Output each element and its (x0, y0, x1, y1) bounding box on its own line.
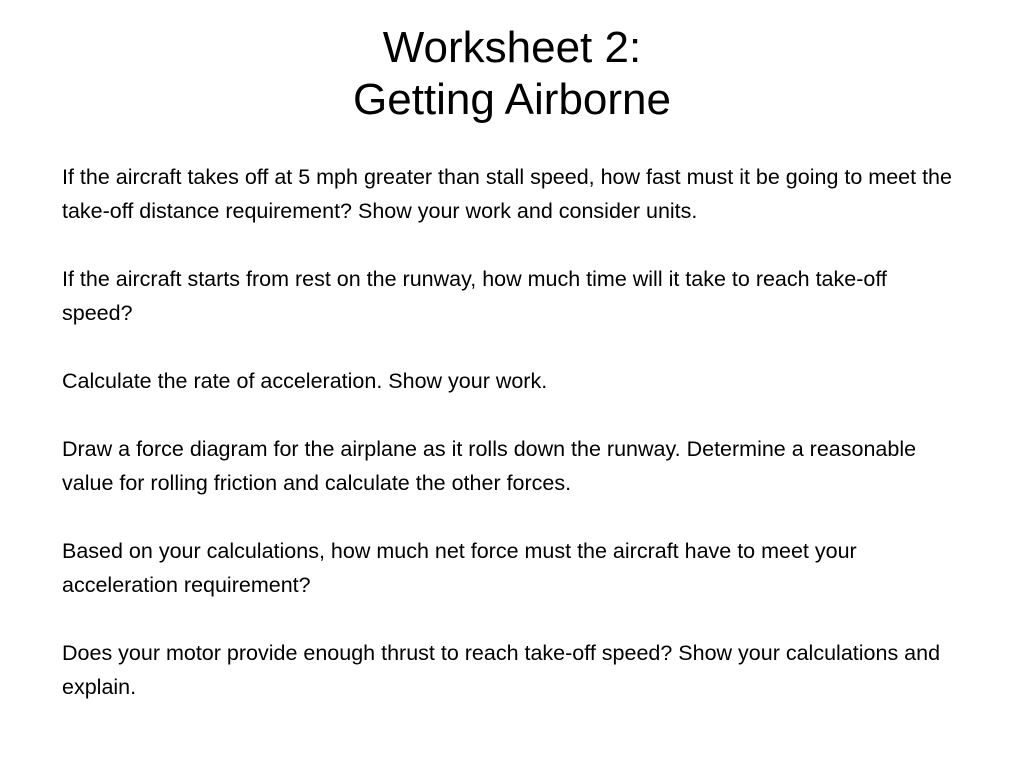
question-net-force: Based on your calculations, how much net force must the aircraft have to meet your acceleration requirement? (62, 539, 857, 597)
question-motor-thrust: Does your motor provide enough thrust to reach take-off speed? Show your calculations and explain. (62, 641, 941, 699)
slide-title (0, 22, 1024, 126)
question-force-diagram: Draw a force diagram for the airplane as it rolls down the runway. Determine a reasonable value for rolling friction and calculate the other forces. (62, 437, 917, 495)
question-acceleration: Calculate the rate of acceleration. Show your work. (62, 369, 548, 393)
question-takeoff-speed: If the aircraft takes off at 5 mph greater than stall speed, how fast must it be going to meet the take-off distance requirement? Show your work and consider units. (62, 165, 952, 223)
title-line-1: Worksheet 2: (382, 23, 642, 72)
title-line-2: Getting Airborne (353, 75, 671, 124)
slide-body (62, 160, 962, 704)
question-time-to-takeoff: If the aircraft starts from rest on the runway, how much time will it take to reach take-off speed? (62, 267, 887, 325)
